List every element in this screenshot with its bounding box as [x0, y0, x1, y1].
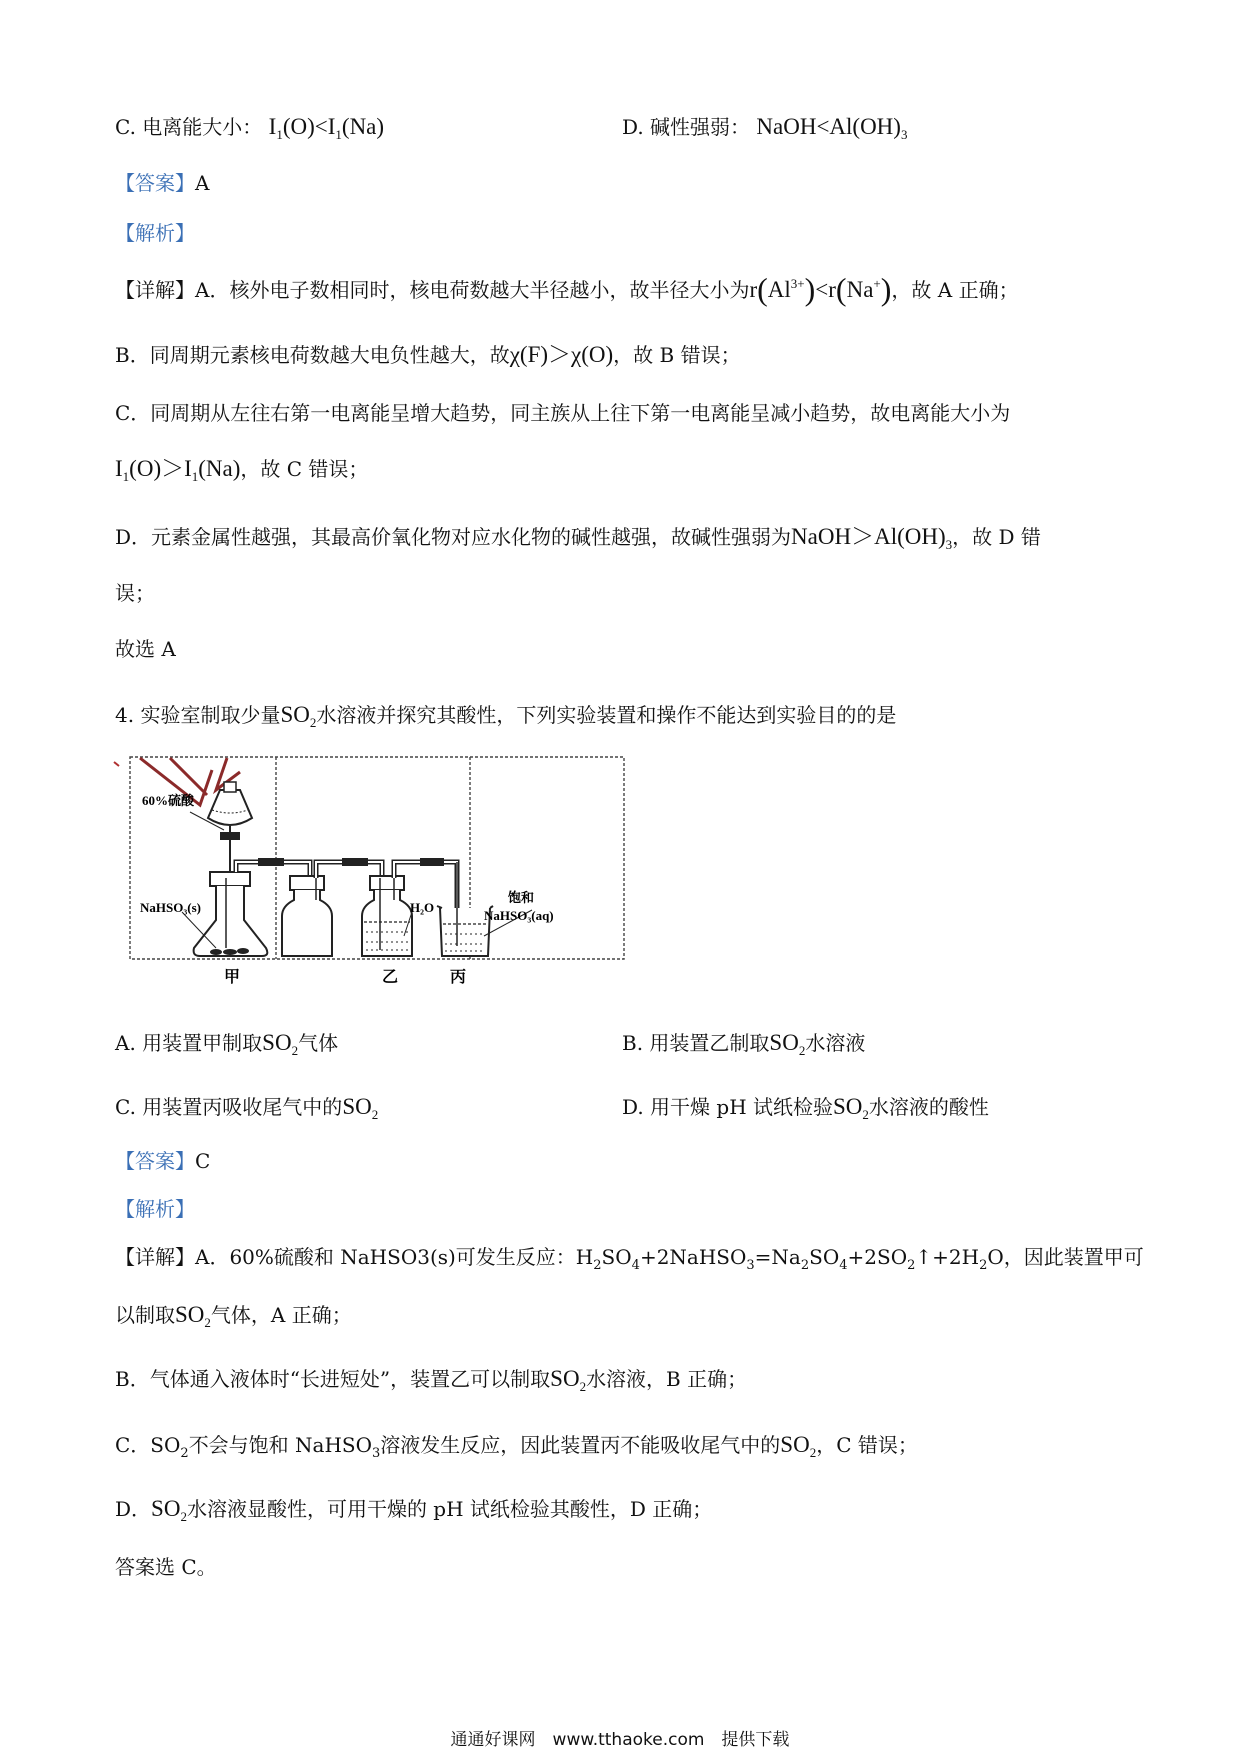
q3-option-d-formula: $NaOH<Al(OH)_3$ — [756, 114, 908, 142]
q4-option-c: C. 用装置丙吸收尾气中的$SO_2$ — [115, 1094, 379, 1122]
q3-detail-b: B．同周期元素核电荷数越大电负性越大，故χ(F)＞χ(O)，故 B 错误； — [115, 342, 741, 367]
q4-detail-c: C．$SO_2$不会与饱和 NaHSO$_3$溶液发生反应，因此装置丙不能吸收尾气中的$SO_2$，C 错误； — [115, 1432, 918, 1461]
apparatus-figure — [112, 750, 630, 992]
scribble-mark — [114, 762, 119, 766]
rubber-joint — [342, 858, 368, 866]
label-h2o: H₂O — [410, 900, 435, 915]
q3-conclusion: 故选 A — [115, 637, 176, 661]
q3-detail-d-cont: 误； — [115, 581, 155, 605]
q4-detail-a-cont: 以制取$SO_2$气体，A 正确； — [115, 1302, 352, 1330]
q3-option-c-formula: $I_1(O)<I_1(Na)$ — [268, 114, 385, 142]
separatory-funnel — [208, 790, 252, 825]
q4-detail-b: B．气体通入液体时“长进短处”，装置乙可以制取$SO_2$水溶液，B 正确； — [115, 1366, 748, 1394]
q4-analysis-label: 【解析】 — [115, 1197, 195, 1221]
q4-option-b: B. 用装置乙制取$SO_2$水溶液 — [622, 1030, 866, 1058]
q3-detail-c: C．同周期从左往右第一电离能呈增大趋势，同主族从上往下第一电离能呈减小趋势，故电离能大小为 — [115, 401, 1011, 425]
beaker-bing — [440, 908, 490, 956]
rubber-joint — [420, 858, 444, 866]
rubber-joint — [258, 858, 284, 866]
flask-jia — [194, 886, 268, 956]
q4-option-d: D. 用干燥 pH 试纸检验$SO_2$水溶液的酸性 — [622, 1094, 989, 1122]
q4-conclusion: 答案选 C。 — [115, 1555, 217, 1579]
q3-detail-a: 【详解】A．核外电子数相同时，核电荷数越大半径越小，故半径大小为$r(Al^{3+})<r(Na^+)$，故 A 正确； — [115, 271, 1019, 307]
q4-detail-a: 【详解】A．60%硫酸和 NaHSO3(s)可发生反应：$H_2SO_4+2NaHSO_3=Na_2SO_4+2SO_2↑+2H_2O$，因此装置甲可 — [115, 1245, 1144, 1273]
label-acid: 60%硫酸 — [142, 793, 195, 808]
q4-answer: 【答案】C — [115, 1149, 211, 1173]
label-saturated: 饱和 — [508, 890, 535, 905]
q3-option-c: C. 电离能大小： $I_1(O)<I_1(Na)$ — [115, 114, 385, 142]
empty-bottle — [282, 890, 332, 956]
label-nahso3-aq: NaHSO₃(aq) — [484, 908, 554, 923]
q3-option-d: D. 碱性强弱： $NaOH<Al(OH)_3$ — [622, 114, 908, 142]
q4-option-a: A. 用装置甲制取$SO_2$气体 — [115, 1030, 339, 1058]
label-jia: 甲 — [224, 969, 241, 986]
q4-detail-d: D．$SO_2$水溶液显酸性，可用干燥的 pH 试纸检验其酸性，D 正确； — [115, 1496, 713, 1524]
q3-detail-c-formula: $I_1(O)>I_1(Na)$，故 C 错误； — [115, 456, 369, 484]
q3-analysis-label: 【解析】 — [115, 221, 195, 245]
label-nahso3-solid: NaHSO₃(s) — [140, 900, 201, 915]
label-yi: 乙 — [382, 969, 399, 986]
q4-stem: 4. 实验室制取少量$SO_2$水溶液并探究其酸性，下列实验装置和操作不能达到实验目的的是 — [115, 702, 897, 730]
label-bing: 丙 — [450, 969, 467, 986]
q3-detail-d: D．元素金属性越强，其最高价氧化物对应水化物的碱性越强，故碱性强弱为$NaOH>Al(OH)_3$，故 D 错 — [115, 524, 1041, 552]
water-bottle-yi — [362, 890, 412, 956]
page-footer: 通通好课网 www.tthaoke.com 提供下载 — [450, 1730, 790, 1750]
q3-answer: 【答案】A — [115, 171, 210, 195]
